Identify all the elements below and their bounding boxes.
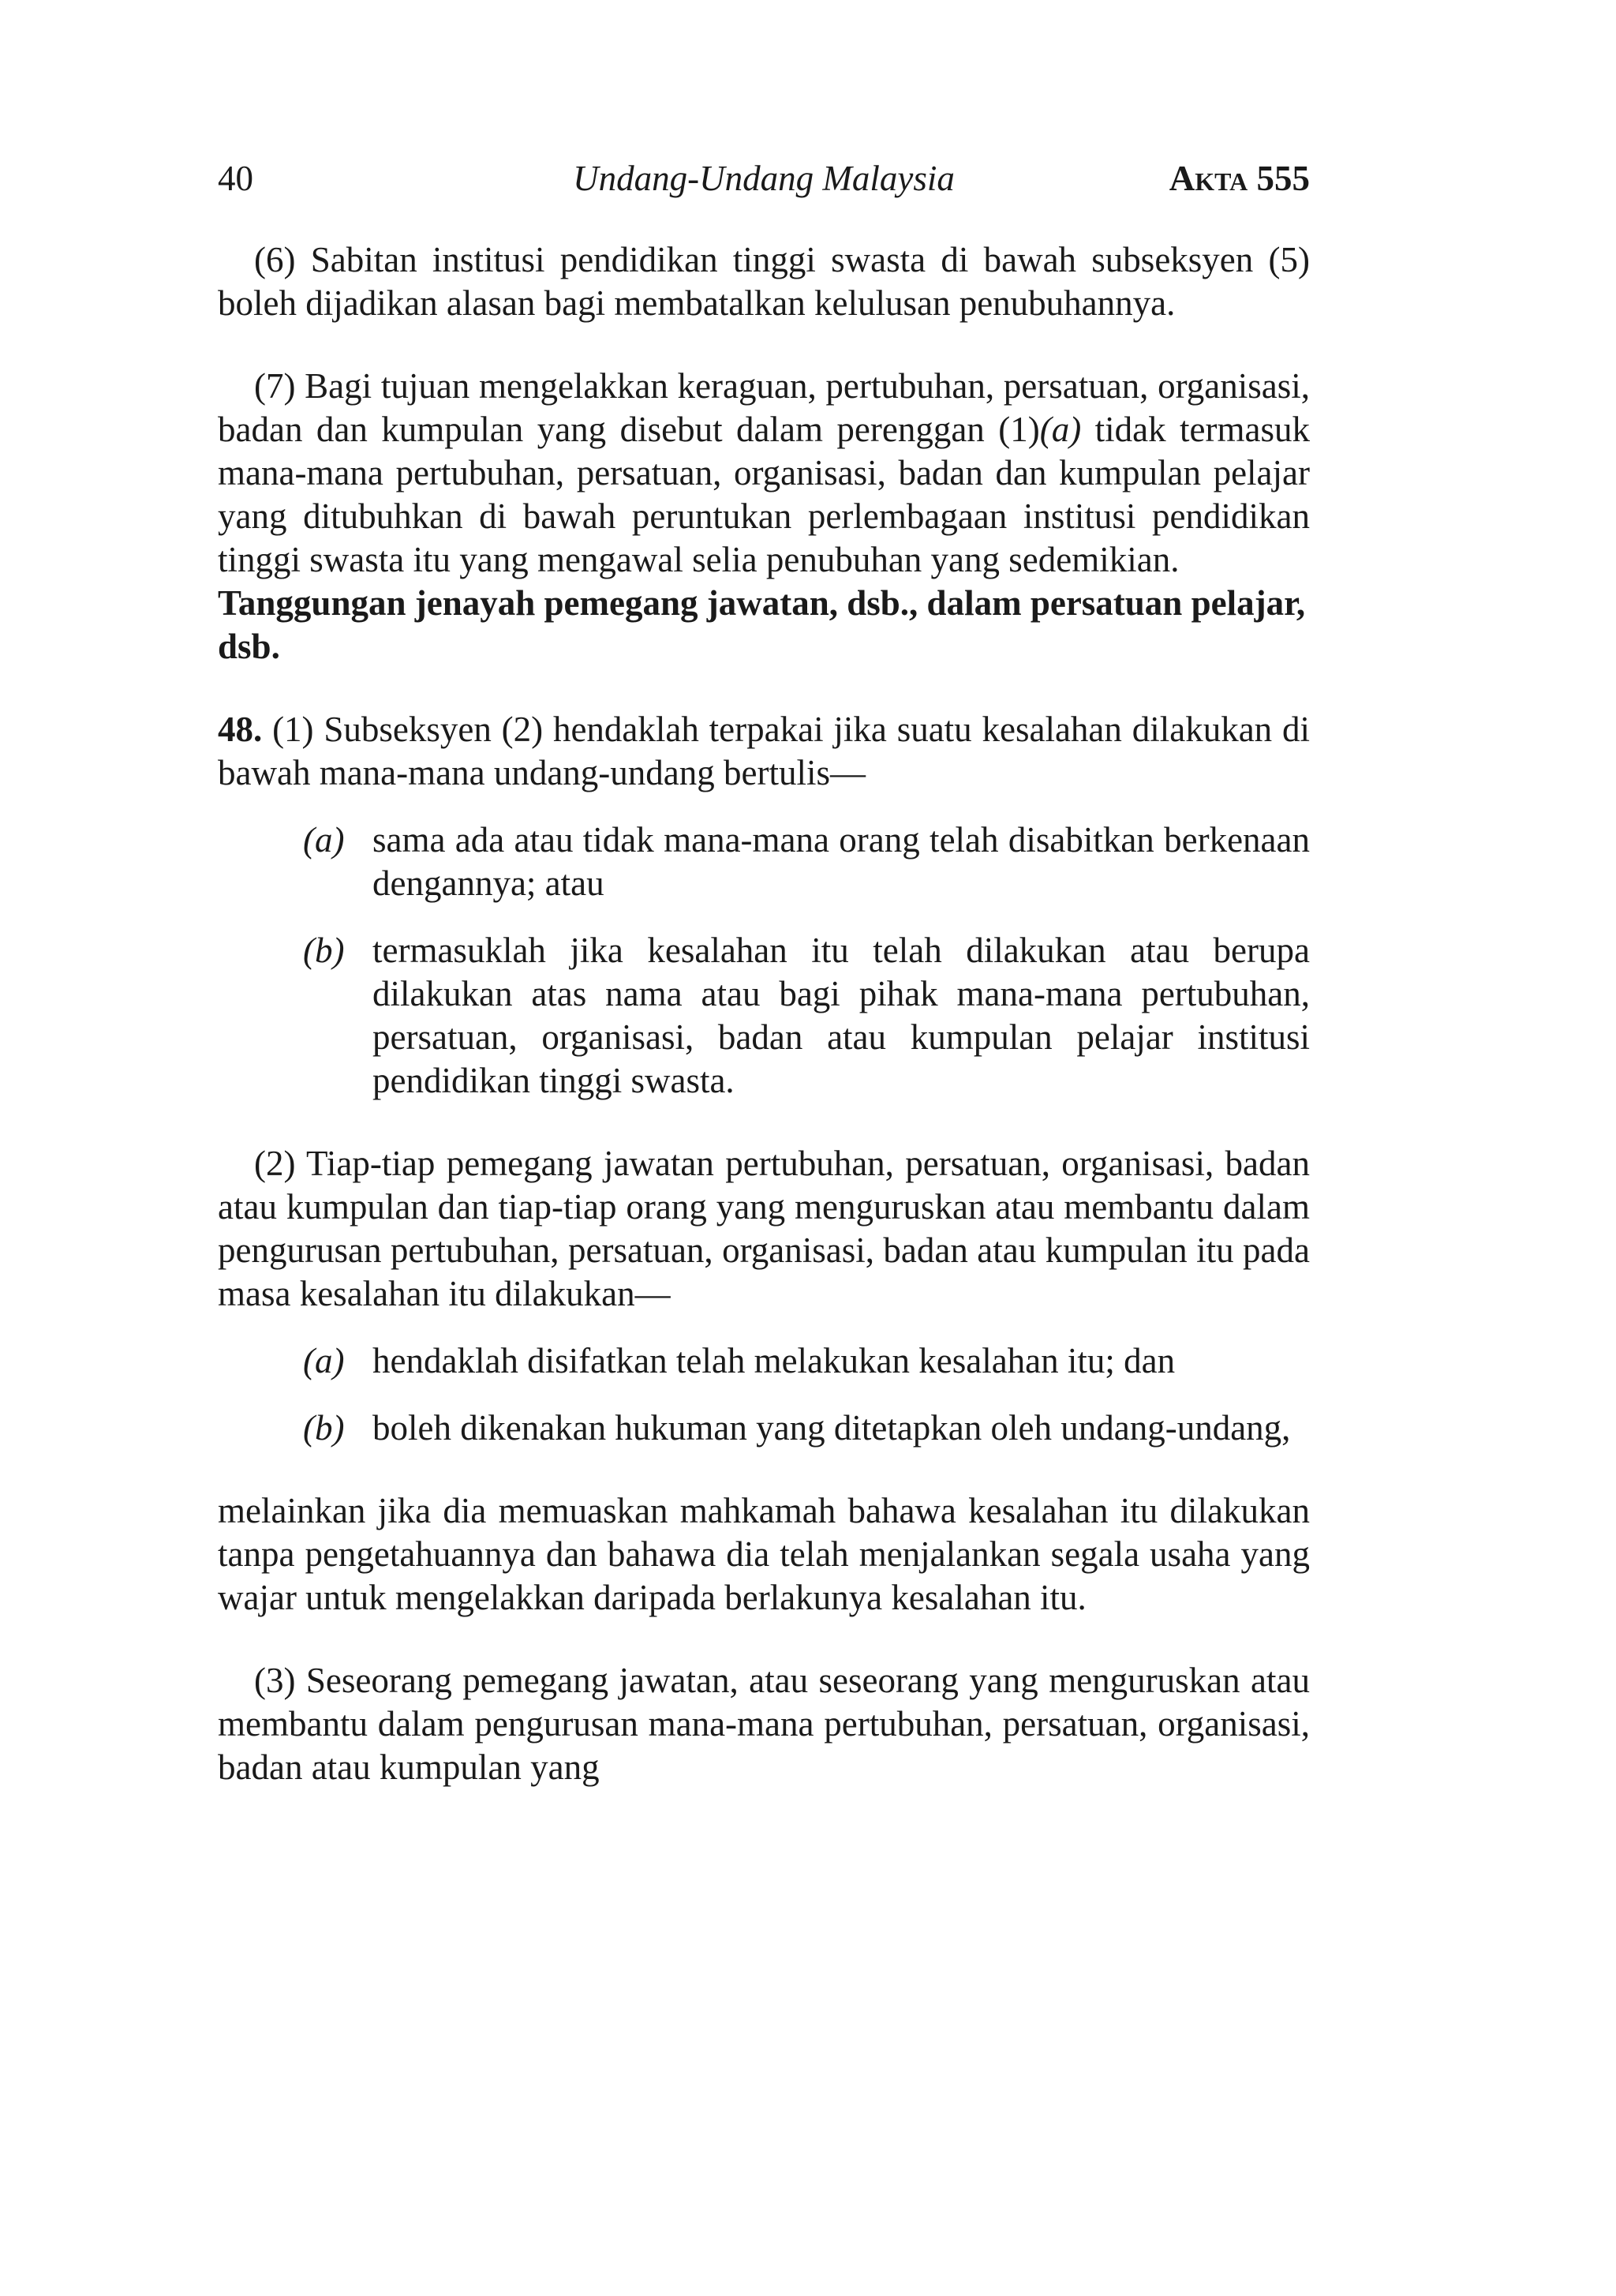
item-text: boleh dikenakan hukuman yang ditetapkan oleh undang-undang, xyxy=(372,1408,1291,1448)
section-48-subsection-1 xyxy=(218,708,1310,795)
paragraph-7-ref: (a) xyxy=(1039,410,1082,449)
running-title: Undang-Undang Malaysia xyxy=(573,159,955,198)
page-header xyxy=(218,158,1310,205)
paragraph-7-text-b: tidak termasuk mana-mana pertubuhan, persatuan, organisasi, badan dan kumpulan pelajar yang ditubuhkan di bawah peruntukan perlembagaan institusi pendidikan tinggi swasta itu yang mengawal selia penubuhan yang sedemikian. xyxy=(218,410,1310,579)
item-label: (a) xyxy=(303,1341,345,1380)
list-item xyxy=(218,929,1310,1103)
item-text: sama ada atau tidak mana-mana orang telah disabitkan berkenaan dengannya; atau xyxy=(372,820,1310,903)
paragraph-6: (6) Sabitan institusi pendidikan tinggi swasta di bawah subseksyen (5) boleh dijadikan alasan bagi membatalkan kelulusan penubuhannya. xyxy=(218,240,1310,323)
item-text: hendaklah disifatkan telah melakukan kesalahan itu; dan xyxy=(372,1341,1176,1380)
list-item xyxy=(218,1339,1310,1383)
page-number: 40 xyxy=(218,159,253,198)
item-label: (b) xyxy=(303,1408,345,1448)
section-heading: Tanggungan jenayah pemegang jawatan, dsb., dalam persatuan pelajar, dsb. xyxy=(218,583,1306,666)
proviso-paragraph: melainkan jika dia memuaskan mahkamah bahawa kesalahan itu dilakukan tanpa pengetahuannya dan bahawa dia telah menjalankan segala usaha yang wajar untuk mengelakkan daripada berlakunya kesalahan itu. xyxy=(218,1491,1310,1617)
section-48-subsection-3: (3) Seseorang pemegang jawatan, atau seseorang yang menguruskan atau membantu dalam pengurusan mana-mana pertubuhan, persatuan, organisasi, badan atau kumpulan yang xyxy=(218,1661,1310,1787)
body-text xyxy=(218,238,1310,1789)
list-item xyxy=(218,818,1310,905)
list-item xyxy=(218,1406,1310,1450)
item-label: (b) xyxy=(303,931,345,970)
paragraph-7 xyxy=(218,365,1310,582)
paragraph-7-text-a: (7) Bagi tujuan mengelakkan keraguan, pertubuhan, persatuan, organisasi, badan dan kumpulan yang disebut dalam perenggan (1) xyxy=(218,366,1310,449)
item-text: termasuklah jika kesalahan itu telah dilakukan atau berupa dilakukan atas nama atau bagi pihak mana-mana pertubuhan, persatuan, organisasi, badan atau kumpulan pelajar institusi pendidikan tinggi swasta. xyxy=(372,931,1310,1100)
section-number: 48. xyxy=(218,710,263,749)
subsection-1-text: (1) Subseksyen (2) hendaklah terpakai jika suatu kesalahan dilakukan di bawah mana-mana undang-undang bertulis— xyxy=(218,710,1310,792)
act-label: Akta 555 xyxy=(1169,159,1310,198)
section-48-subsection-2: (2) Tiap-tiap pemegang jawatan pertubuhan, persatuan, organisasi, badan atau kumpulan dan tiap-tiap orang yang menguruskan atau membantu dalam pengurusan pertubuhan, persatuan, organisasi, badan atau kumpulan itu pada masa kesalahan itu dilakukan— xyxy=(218,1144,1310,1313)
item-label: (a) xyxy=(303,820,345,860)
